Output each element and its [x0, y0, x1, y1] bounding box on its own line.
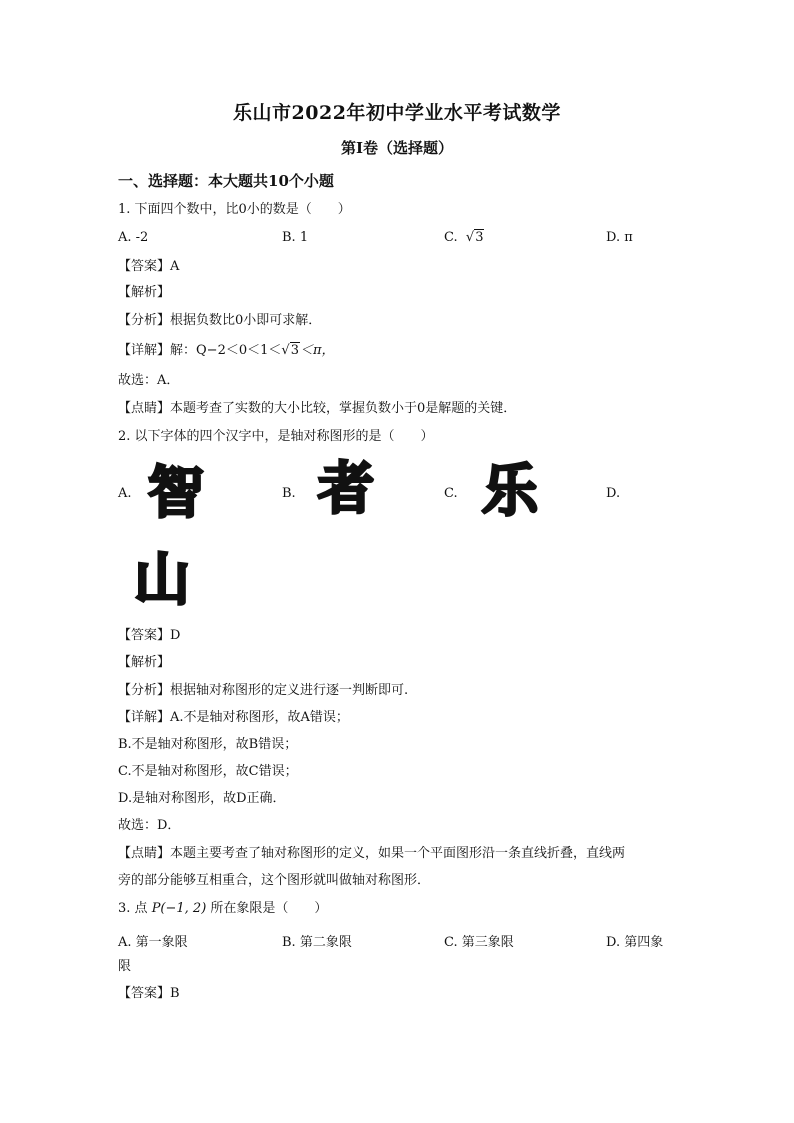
q3-stem [118, 900, 327, 918]
q1-option-d: D. π [606, 230, 633, 245]
sqrt-symbol: √3 [281, 343, 299, 358]
q1-dianjing: 【点睛】本题考查了实数的大小比较，掌握负数小于0是解题的关键． [118, 401, 517, 416]
q2-option-a-glyph: 智 [148, 461, 204, 526]
q2-option-d-label: D. [606, 486, 621, 501]
q2-analysis-header: 【解析】 [118, 655, 171, 670]
section-heading: 一、选择题：本大题共10个小题 [118, 172, 334, 190]
q2-d-line: D.是轴对称图形，故D正确． [118, 791, 286, 806]
q2-option-d-glyph: 山 [134, 548, 190, 613]
q1-stem: 1. 下面四个数中，比0小的数是（ ） [118, 202, 351, 217]
q2-option-a-label: A. [118, 486, 132, 501]
q3-option-a: A. 第一象限 [118, 935, 188, 950]
q2-answer: 【答案】D [118, 628, 181, 643]
q1-xiangjie-expr: −2＜0＜1＜ [206, 343, 282, 358]
q2-option-b-label: B. [282, 486, 296, 501]
q1-xiangjie-prefix: 【详解】解：Q [118, 343, 207, 358]
sqrt-symbol: √3 [461, 230, 484, 245]
q1-answer: 【答案】A [118, 259, 180, 274]
q2-option-c-glyph: 乐 [482, 459, 538, 524]
q3-stem-prefix: 3. 点 [118, 901, 148, 916]
q1-xiangjie [118, 342, 335, 360]
q1-choose: 故选：A． [118, 373, 180, 388]
q2-stem: 2. 以下字体的四个汉字中，是轴对称图形的是（ ） [118, 429, 434, 444]
q2-dianjing-1: 【点睛】本题主要考查了轴对称图形的定义，如果一个平面图形沿一条直线折叠，直线两 [118, 846, 626, 861]
q1-analysis-header: 【解析】 [118, 285, 171, 300]
q2-fenxi: 【分析】根据轴对称图形的定义进行逐一判断即可. [118, 683, 409, 698]
q1-xiangjie-tail: ＜π， [299, 343, 335, 358]
q3-option-d-wrap: 限 [118, 959, 132, 974]
q2-option-c-label: C. [444, 486, 458, 501]
q2-b-line: B.不是轴对称图形，故B错误； [118, 737, 298, 752]
paper-subtitle: 第Ⅰ卷（选择题） [340, 139, 454, 157]
q2-dianjing-2: 旁的部分能够互相重合，这个图形就叫做轴对称图形． [118, 873, 431, 888]
q3-option-c: C. 第三象限 [444, 935, 514, 950]
q1-option-c-radicand: 3 [475, 230, 484, 245]
q1-option-c-label: C. [444, 230, 458, 245]
q3-option-d: D. 第四象 [606, 935, 664, 950]
q3-stem-suffix: 所在象限是（ ） [210, 901, 328, 916]
q1-fenxi: 【分析】根据负数比0小即可求解． [118, 313, 322, 328]
q1-xiangjie-radicand: 3 [290, 343, 299, 358]
q2-option-b-glyph: 者 [318, 457, 374, 522]
q1-option-c [444, 230, 484, 245]
q2-c-line: C.不是轴对称图形，故C错误； [118, 764, 298, 779]
q2-xiangjie: 【详解】A.不是轴对称图形，故A错误； [118, 710, 349, 725]
q1-option-b: B. 1 [282, 230, 309, 245]
q3-option-b: B. 第二象限 [282, 935, 352, 950]
q2-choose: 故选：D． [118, 818, 181, 833]
exam-title: 乐山市2022年初中学业水平考试数学 [233, 102, 561, 124]
q3-point: P(−1, 2) [151, 901, 207, 916]
q3-answer: 【答案】B [118, 986, 180, 1001]
q1-option-a: A. -2 [118, 230, 149, 245]
